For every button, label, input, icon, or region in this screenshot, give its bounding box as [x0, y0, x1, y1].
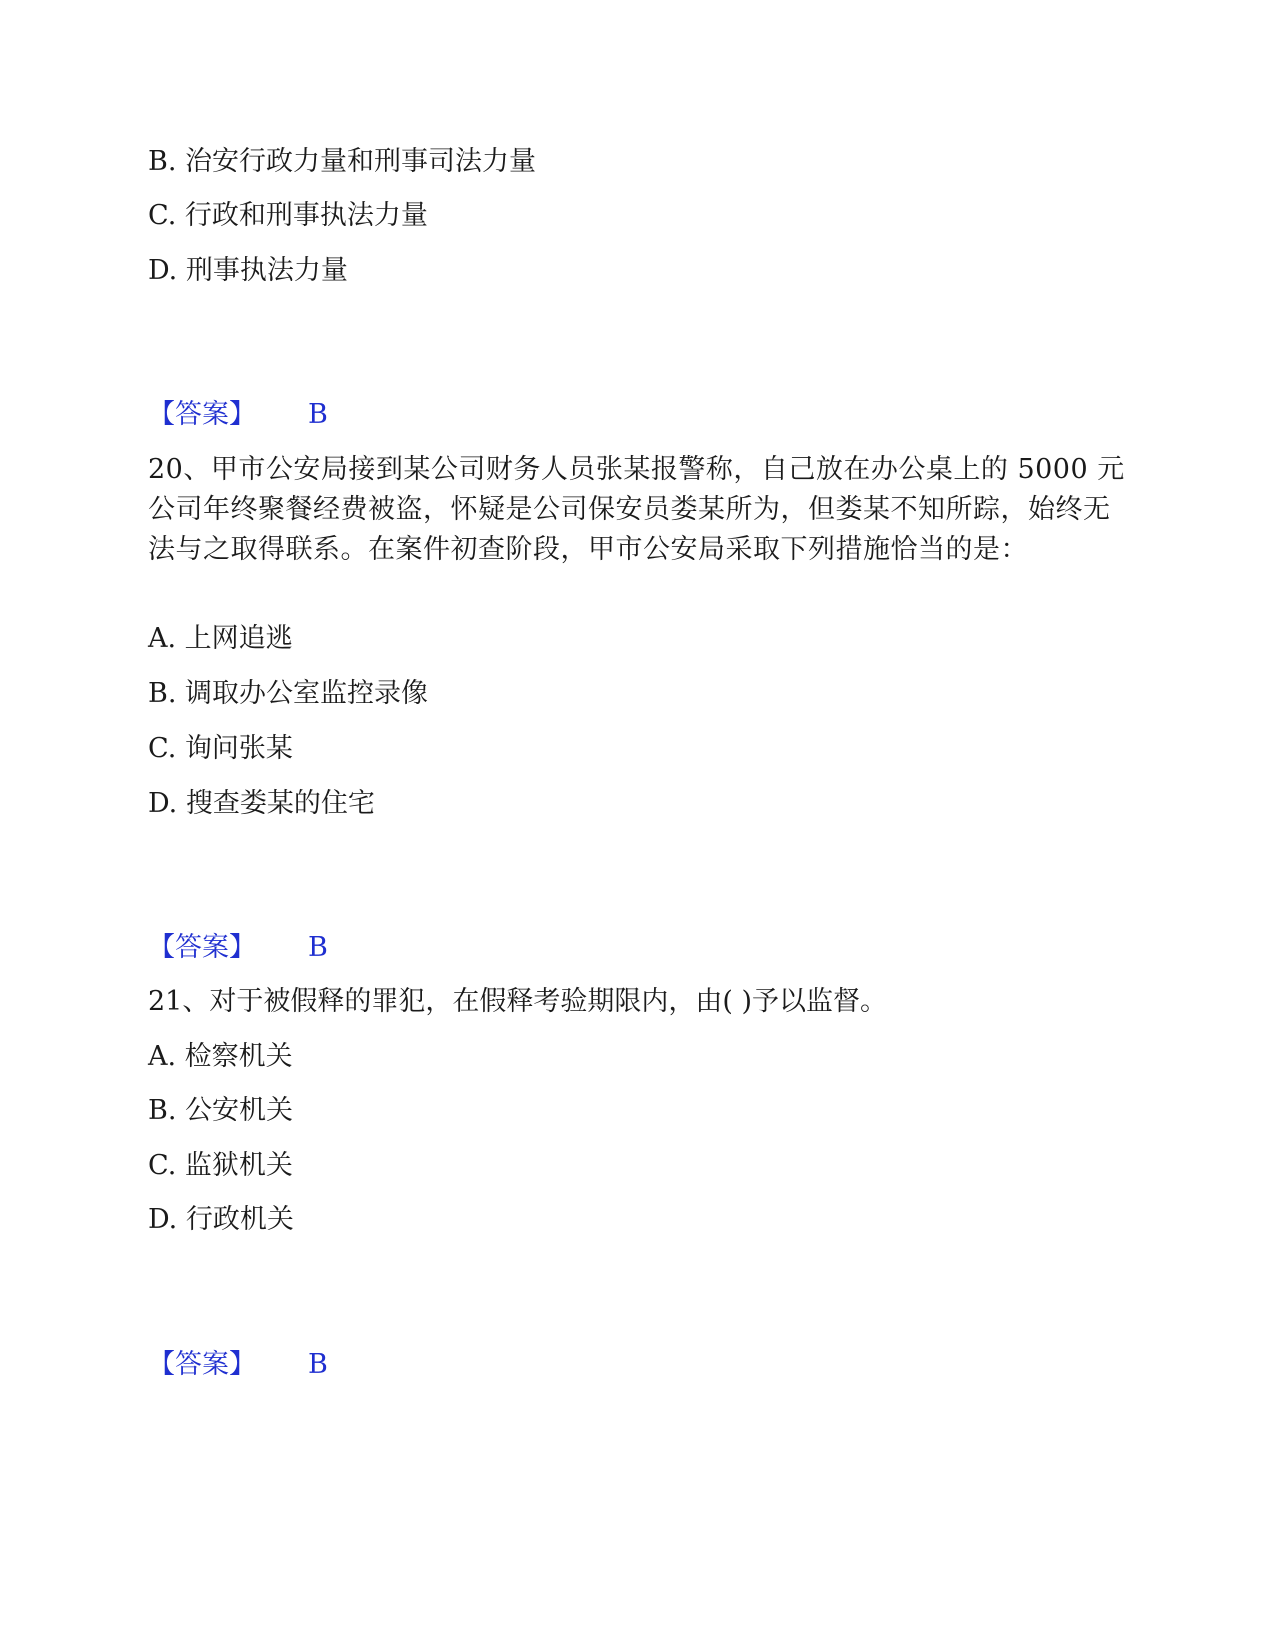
q20-answer	[148, 928, 328, 968]
q21-stem: 21、对于被假释的罪犯，在假释考验期限内，由( )予以监督。	[148, 986, 888, 1017]
q19-option-b: B. 治安行政力量和刑事司法力量	[148, 146, 537, 177]
answer-tag: 【答案】	[148, 399, 256, 430]
q21-option-d: D. 行政机关	[148, 1204, 294, 1235]
q19-answer	[148, 395, 328, 435]
answer-value: B	[308, 1349, 328, 1380]
q21-option-c: C. 监狱机关	[148, 1150, 293, 1181]
q20-option-d: D. 搜查娄某的住宅	[148, 788, 375, 819]
answer-tag: 【答案】	[148, 932, 256, 963]
q21-option-b: B. 公安机关	[148, 1095, 294, 1126]
q21-answer	[148, 1345, 328, 1385]
q20-option-c: C. 询问张某	[148, 733, 293, 764]
q19-option-d: D. 刑事执法力量	[148, 255, 348, 286]
q19-option-c: C. 行政和刑事执法力量	[148, 200, 428, 231]
answer-value: B	[308, 399, 328, 430]
q20-option-b: B. 调取办公室监控录像	[148, 678, 429, 709]
q20-option-a: A. 上网追逃	[148, 623, 293, 654]
answer-tag: 【答案】	[148, 1349, 256, 1380]
q20-stem: 20、甲市公安局接到某公司财务人员张某报警称，自己放在办公桌上的 5000 元公司年终聚餐经费被盗，怀疑是公司保安员娄某所为，但娄某不知所踪，始终无法与之取得联系。在案件初查阶段，甲市公安局采取下列措施恰当的是：	[148, 454, 1125, 565]
answer-value: B	[308, 932, 328, 963]
q21-option-a: A. 检察机关	[148, 1041, 293, 1072]
